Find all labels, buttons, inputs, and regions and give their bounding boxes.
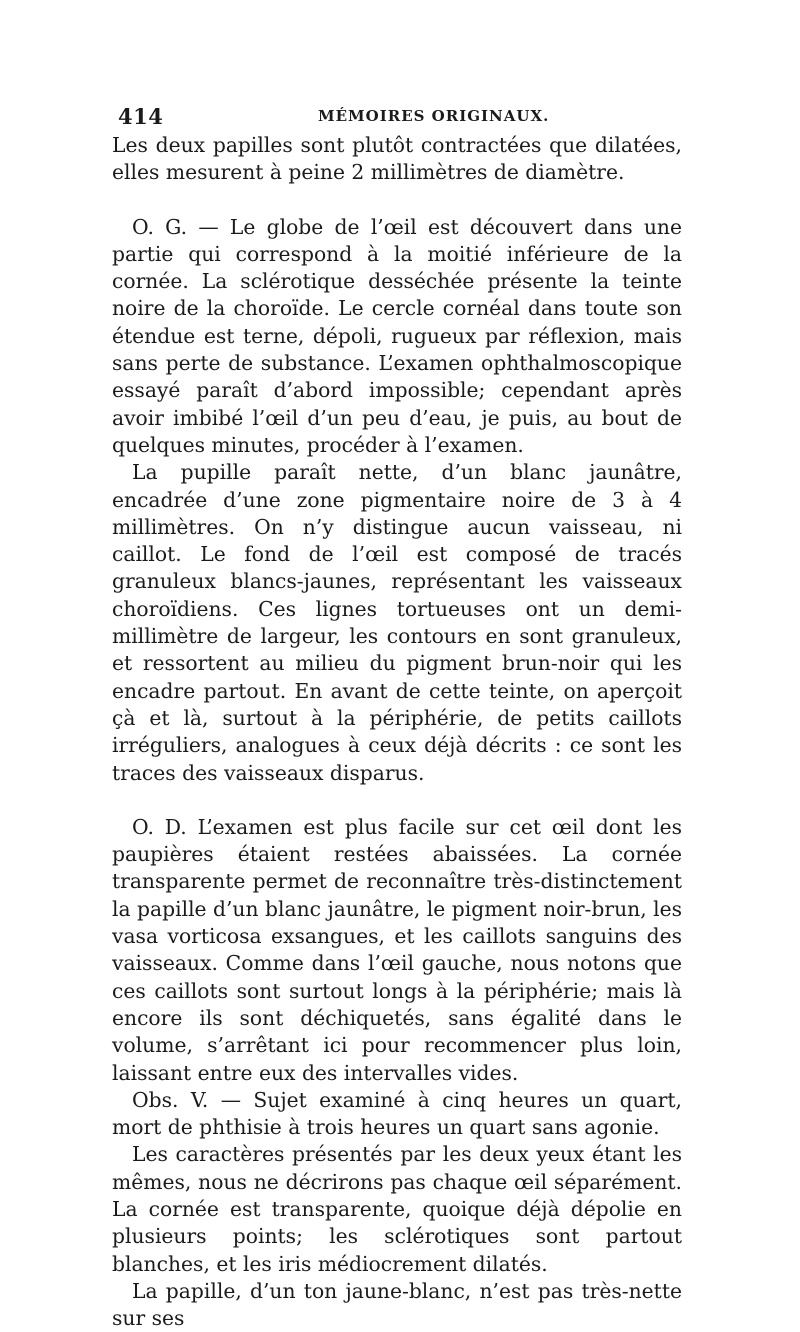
running-head: MÉMOIRES ORIGINAUX. — [318, 107, 550, 125]
paragraph: La pupille paraît nette, d’un blanc jaunâtre, encadrée d’une zone pigmentaire noire de 3 à 4 millimètres. On n’y distingue aucun vaisseau, ni caillot. Le fond de l’œil est composé de tracés granuleux blancs-jaunes, représentant les vaisseaux choroïdiens. Ces lignes tortueuses ont un demi-millimètre de largeur, les contours en sont granuleux, et ressortent au milieu du pigment brun-noir qui les encadre partout. En avant de cette teinte, on aperçoit çà et là, surtout à la périphérie, de petits caillots irréguliers, analogues à ceux déjà décrits : ce sont les traces des vaisseaux disparus. — [112, 460, 682, 785]
page-header — [112, 92, 682, 129]
page-body — [112, 132, 682, 1332]
paragraph: La papille, d’un ton jaune-blanc, n’est pas très-nette sur ses — [112, 1278, 682, 1331]
paragraph: O. G. — Le globe de l’œil est découvert dans une partie qui correspond à la moitié inférieure de la cornée. La sclérotique desséchée présente la teinte noire de la choroïde. Le cercle cornéal dans toute son étendue est terne, dépoli, rugueux par réflexion, mais sans perte de substance. L’examen ophthalmoscopique essayé paraît d’abord impossible; cependant après avoir imbibé l’œil d’un peu d’eau, je puis, au bout de quelques minutes, procéder à l’examen. — [112, 214, 682, 457]
paragraph: Les deux papilles sont plutôt contractées que dilatées, elles mesurent à peine 2 millimètres de diamètre. — [112, 133, 682, 185]
page-number: 414 — [118, 104, 164, 129]
paragraph: Les caractères présentés par les deux yeux étant les mêmes, nous ne décrirons pas chaque œil séparément. La cornée est transparente, quoique déjà dépolie en plusieurs points; les sclérotiques sont partout blanches, et les iris médiocrement dilatés. — [112, 1142, 682, 1276]
paragraph: Obs. V. — Sujet examiné à cinq heures un quart, mort de phthisie à trois heures un quart sans agonie. — [112, 1087, 682, 1140]
paragraph: O. D. L’examen est plus facile sur cet œil dont les paupières étaient restées abaissées. La cornée transparente permet de reconnaître très-distinctement la papille d’un blanc jaunâtre, le pigment noir-brun, les vasa vorticosa exsangues, et les caillots sanguins des vaisseaux. Comme dans l’œil gauche, nous notons que ces caillots sont surtout longs à la périphérie; mais là encore ils sont déchiquetés, sans égalité dans le volume, s’arrêtant ici pour recommencer plus loin, laissant entre eux des intervalles vides. — [112, 814, 682, 1085]
